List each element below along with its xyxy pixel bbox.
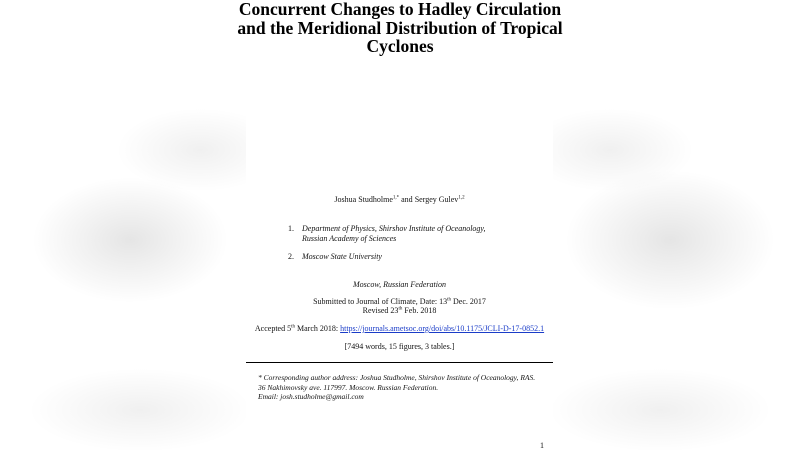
author-2: Sergey Gulev [414, 195, 459, 204]
author-1: Joshua Studholme [334, 195, 393, 204]
affiliation-2-line-1: Moscow State University [302, 252, 382, 261]
affiliation-1-number: 1. [288, 224, 294, 233]
submitted-prefix: Submitted to Journal of Climate, Date: 13 [313, 297, 448, 306]
affiliation-1-line-2: Russian Academy of Sciences [302, 234, 397, 243]
page-number: 1 [540, 441, 544, 450]
submitted-sup: th [447, 297, 451, 303]
revised-date [246, 306, 553, 316]
author-1-affiliation: 1,* [392, 195, 400, 201]
revised-prefix: Revised 23 [362, 306, 399, 315]
footnote-line-3: Email: josh.studholme@gmail.com [258, 392, 364, 401]
revised-sup: th [398, 306, 403, 312]
title-line-1: Concurrent Changes to Hadley Circulation [238, 0, 562, 19]
doi-link[interactable]: https://journals.ametsoc.org/doi/abs/10.1175/JCLI-D-17-0852.1 [340, 324, 545, 333]
author-2-affiliation: 1,2 [458, 195, 465, 201]
accepted-suffix: March 2018: [295, 324, 341, 333]
location: Moscow, Russian Federation [353, 280, 446, 289]
affiliation-1-line-1: Department of Physics, Shirshov Institute of Oceanology, [302, 224, 486, 233]
title-line-3: Cyclones [366, 36, 434, 56]
footnote-divider [246, 362, 553, 363]
corresponding-author-footnote [258, 373, 548, 402]
author-conjunction: and [399, 195, 415, 204]
author-line [246, 195, 553, 205]
submitted-suffix: Dec. 2017 [450, 297, 486, 306]
accepted-date [246, 324, 553, 334]
title-line-2: and the Meridional Distribution of Tropical [237, 17, 563, 38]
word-count: [7494 words, 15 figures, 3 tables.] [344, 342, 455, 351]
accepted-sup: th [291, 324, 295, 330]
paper-title [200, 0, 600, 56]
footnote-line-1: * Corresponding author address: Joshua Studholme, Shirshov Institute of Oceanology, RAS. [258, 373, 536, 382]
revised-suffix: Feb. 2018 [402, 306, 437, 315]
footnote-line-2: 36 Nakhimovsky ave. 117997. Moscow. Russian Federation. [258, 382, 439, 392]
accepted-prefix: Accepted 5 [254, 324, 292, 333]
affiliation-2-number: 2. [288, 252, 294, 261]
